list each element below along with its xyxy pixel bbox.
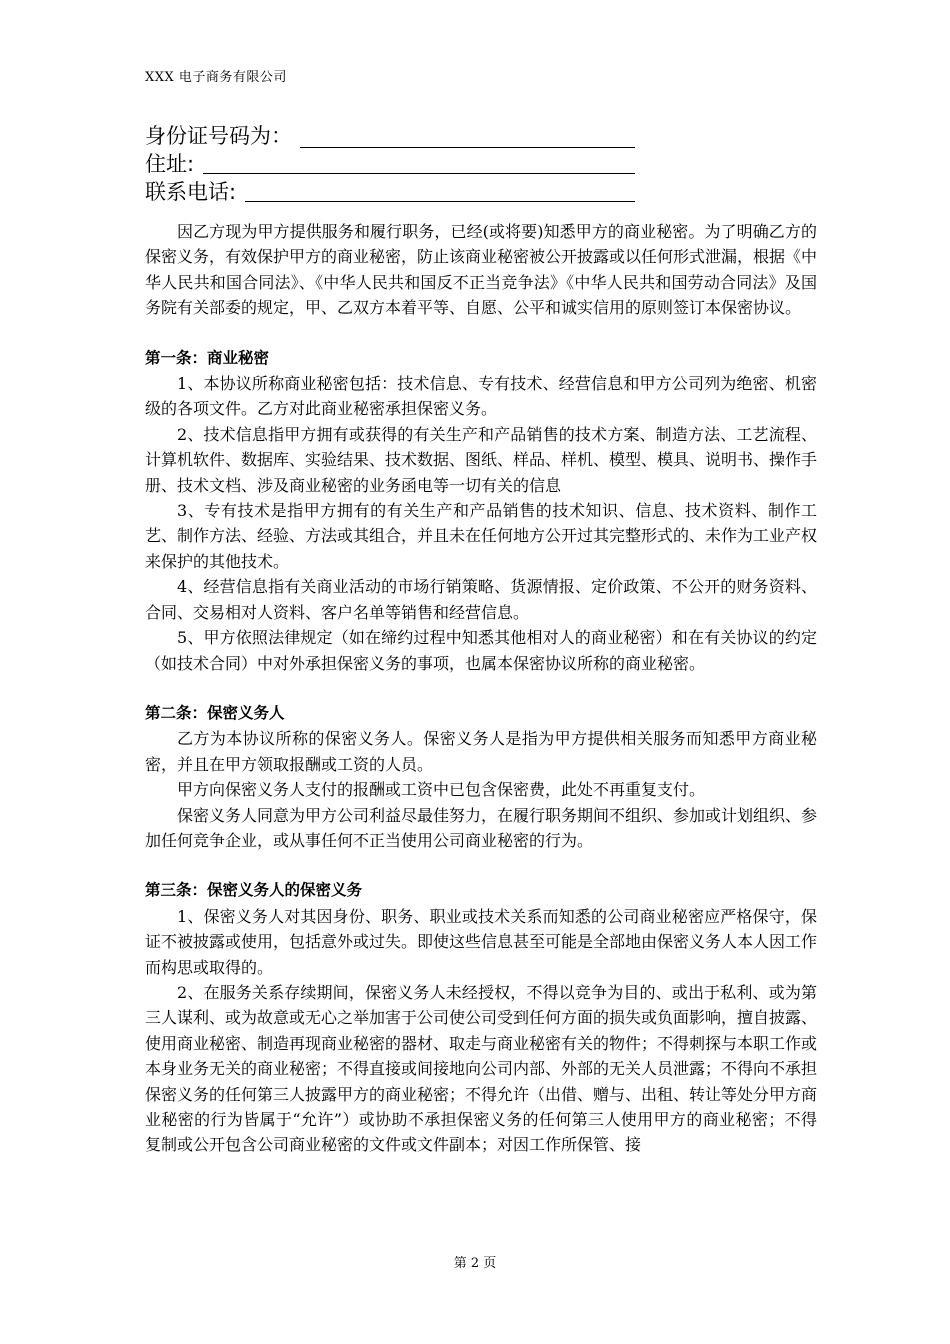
article-1-clause-2: 2、技术信息指甲方拥有或获得的有关生产和产品销售的技术方案、制造方法、工艺流程、计算机软件、数据库、实验结果、技术数据、图纸、样品、样机、模型、模具、说明书、操作手册、技术文档、涉及商业秘密的业务函电等一切有关的信息 — [145, 424, 818, 495]
article-1-clause-1: 1、本协议所称商业秘密包括：技术信息、专有技术、经营信息和甲方公司列为绝密、机密级的各项文件。乙方对此商业秘密承担保密义务。 — [145, 374, 817, 419]
article-3-clause-2: 2、在服务关系存续期间，保密义务人未经授权，不得以竞争为目的、或出于私利、或为第三人谋利、或为故意或无心之举加害于公司使公司受到任何方面的损失或负面影响，擅自披露、使用商业秘密、制造再现商业秘密的器材、取走与商业秘密有关的物件；不得刺探与本职工作或本身业务无关的商业秘密；不得直接或间接地向公司内部、外部的无关人员泄露；不得向不承担保密义务的任何第三人披露甲方的商业秘密；不得允许（出借、赠与、出租、转让等处分甲方商业秘密的行为皆属于“允许”）或协助不承担保密义务的任何第三人使用甲方的商业秘密；不得复制或公开包含公司商业秘密的文件或文件副本；对因工作所保管、接 — [145, 982, 818, 1155]
article-2-title: 第二条：保密义务人 — [145, 703, 285, 722]
article-2-para-1: 乙方为本协议所称的保密义务人。保密义务人是指为甲方提供相关服务而知悉甲方商业秘密，并且在甲方领取报酬或工资的人员。 — [145, 729, 817, 774]
article-3-clause-1: 1、保密义务人对其因身份、职务、职业或技术关系而知悉的公司商业秘密应严格保守，保证不被披露或使用，包括意外或过失。即使这些信息甚至可能是全部地由保密义务人本人因工作而构思或取得的。 — [145, 906, 818, 977]
article-3-title: 第三条：保密义务人的保密义务 — [145, 881, 363, 900]
id-number-label: 身份证号码为： — [145, 124, 292, 148]
page-number: 第 2 页 — [453, 1256, 497, 1271]
agreement-body — [145, 219, 817, 1158]
article-1-title: 第一条：商业秘密 — [145, 348, 270, 367]
phone-label: 联系电话: — [145, 180, 237, 204]
intro-paragraph: 因乙方现为甲方提供服务和履行职务，已经(或将要)知悉甲方的商业秘密。为了明确乙方的保密义务，有效保护甲方的商业秘密，防止该商业秘密被公开披露或以任何形式泄漏，根据《中华人民共和国合同法》、《中华人民共和国反不正当竞争法》《中华人民共和国劳动合同法》及国务院有关部委的规定，甲、乙双方本着平等、自愿、公平和诚实信用的原则签订本保密协议。 — [145, 222, 818, 318]
id-number-blank-bold — [425, 147, 590, 148]
address-blank — [203, 173, 635, 174]
page-header-company: XXX 电子商务有限公司 — [145, 70, 287, 85]
article-1-clause-3: 3、专有技术是指甲方拥有的有关生产和产品销售的技术知识、信息、技术资料、制作工艺、制作方法、经验、方法或其组合，并且未在任何地方公开过其完整形式的、未作为工业产权来保护的其他技术。 — [145, 501, 818, 571]
article-2-para-3: 保密义务人同意为甲方公司利益尽最佳努力，在履行职务期间不组织、参加或计划组织、参加任何竞争企业，或从事任何不正当使用公司商业秘密的行为。 — [145, 805, 818, 850]
address-label: 住址: — [145, 152, 195, 176]
article-1-clause-4: 4、经营信息指有关商业活动的市场行销策略、货源情报、定价政策、不公开的财务资料、合同、交易相对人资料、客户名单等销售和经营信息。 — [145, 577, 817, 622]
article-2-para-2: 甲方向保密义务人支付的报酬或工资中已包含保密费，此处不再重复支付。 — [177, 780, 706, 800]
phone-blank — [245, 201, 635, 202]
article-1-clause-5: 5、甲方依照法律规定（如在缔约过程中知悉其他相对人的商业秘密）和在有关协议的约定（如技术合同）中对外承担保密义务的事项，也属本保密协议所称的商业秘密。 — [145, 628, 817, 673]
